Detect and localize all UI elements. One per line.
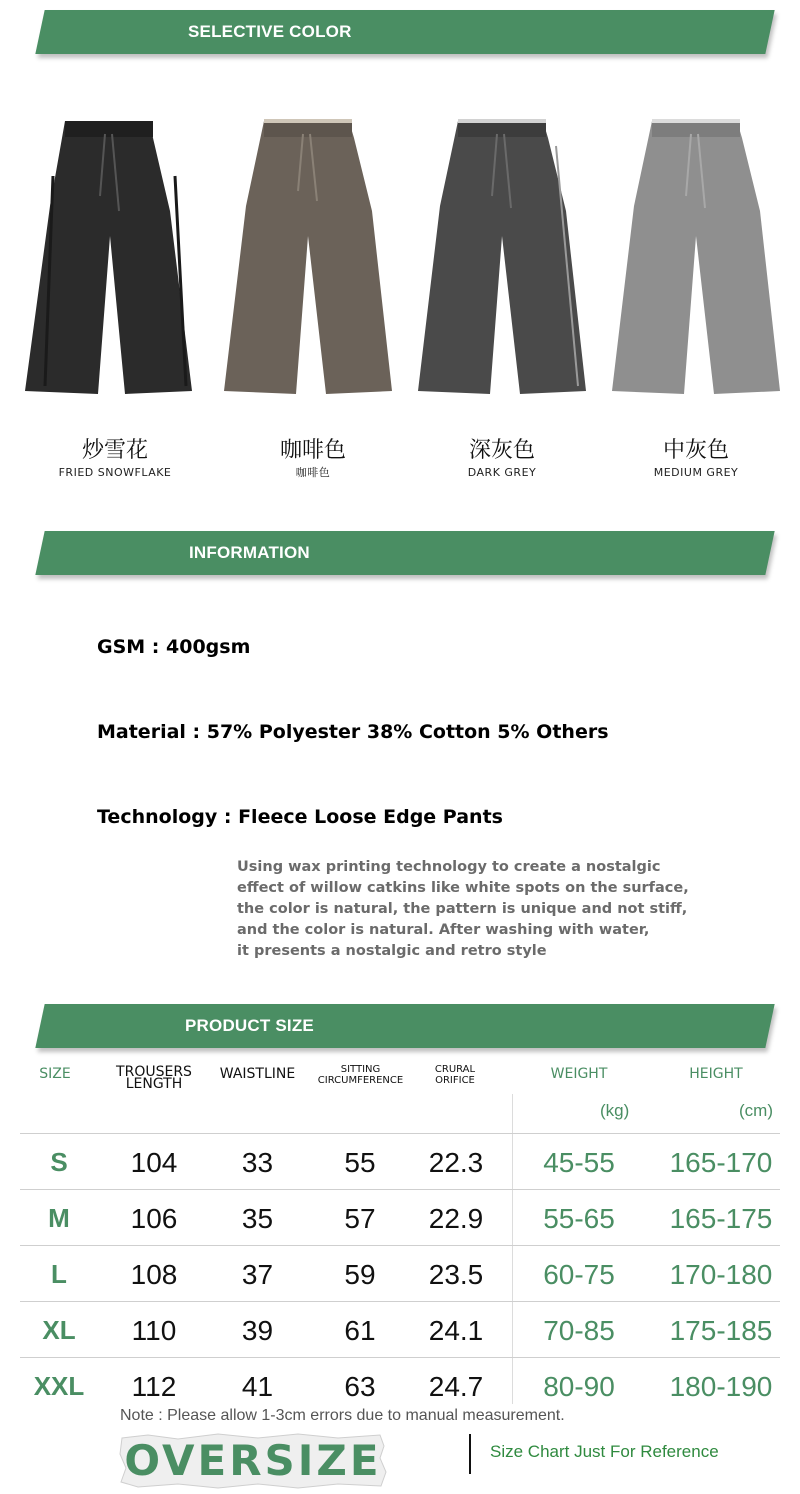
cell-waist: 33	[241, 1147, 274, 1178]
cell-crural: 24.1	[428, 1315, 484, 1346]
section-banner-information	[35, 531, 774, 575]
color-label-1	[20, 436, 210, 480]
row-divider	[20, 1357, 780, 1358]
section-banner-selective-color	[35, 10, 774, 54]
cell-height: 165-170	[669, 1147, 773, 1178]
row-divider	[20, 1133, 780, 1134]
header-waistline: WAISTLINE	[219, 1066, 296, 1082]
size-chart-reference: Size Chart Just For Reference	[490, 1442, 719, 1461]
cell-weight: 70-85	[543, 1315, 615, 1346]
section-title-information: INFORMATION	[189, 543, 310, 562]
header-sitting-line1: SITTING	[340, 1064, 381, 1075]
color-name-en: DARK GREY	[467, 466, 537, 479]
cell-waist: 37	[241, 1259, 274, 1290]
color-name-en: FRIED SNOWFLAKE	[58, 466, 172, 479]
color-name-en: MEDIUM GREY	[653, 466, 739, 479]
cell-sitting: 61	[344, 1315, 376, 1346]
cell-height: 180-190	[669, 1371, 773, 1402]
description-line: effect of willow catkins like white spots on the surface,	[237, 880, 689, 896]
cell-length: 106	[130, 1203, 178, 1234]
header-trousers-line2: LENGTH	[125, 1076, 183, 1092]
cell-sitting: 63	[344, 1371, 376, 1402]
info-technology: Technology : Fleece Loose Edge Pants	[97, 806, 503, 828]
cell-weight: 60-75	[543, 1259, 615, 1290]
header-height: HEIGHT	[689, 1066, 743, 1082]
cell-length: 104	[130, 1147, 178, 1178]
product-description	[237, 857, 757, 962]
oversize-label	[118, 1432, 388, 1490]
cell-size: XXL	[33, 1371, 85, 1401]
info-gsm: GSM : 400gsm	[97, 636, 251, 658]
color-name-en: 咖啡色	[295, 466, 331, 479]
cell-crural: 22.9	[428, 1203, 484, 1234]
header-trousers-length	[104, 1066, 204, 1090]
cell-waist: 35	[241, 1203, 274, 1234]
cell-waist: 41	[241, 1371, 274, 1402]
height-unit: (cm)	[739, 1101, 773, 1120]
pants-image-fried-snowflake	[20, 116, 205, 401]
description-line: the color is natural, the pattern is unique and not stiff,	[237, 901, 688, 917]
header-crural-orifice	[420, 1064, 490, 1086]
header-sitting-circumference	[308, 1064, 413, 1086]
measurement-note: Note : Please allow 1-3cm errors due to manual measurement.	[120, 1407, 565, 1424]
footer-divider	[469, 1434, 471, 1474]
section-title-product-size: PRODUCT SIZE	[185, 1016, 314, 1035]
color-label-3	[407, 436, 597, 480]
info-material: Material : 57% Polyester 38% Cotton 5% Others	[97, 721, 609, 743]
cell-sitting: 55	[344, 1147, 376, 1178]
description-line: it presents a nostalgic and retro style	[237, 943, 547, 959]
header-crural-line2: ORIFICE	[435, 1075, 475, 1086]
cell-weight: 45-55	[543, 1147, 615, 1178]
color-name-cn: 炒雪花	[81, 438, 148, 463]
cell-weight: 80-90	[543, 1371, 615, 1402]
pants-image-medium-grey	[602, 116, 787, 401]
color-name-cn: 深灰色	[468, 438, 535, 463]
section-banner-product-size	[35, 1004, 774, 1048]
row-divider	[20, 1301, 780, 1302]
cell-size: XL	[42, 1315, 76, 1345]
cell-crural: 23.5	[428, 1259, 484, 1290]
row-divider	[20, 1189, 780, 1190]
color-label-2	[218, 436, 408, 480]
header-trousers-line1: TROUSERS	[116, 1064, 192, 1080]
cell-sitting: 59	[344, 1259, 376, 1290]
cell-size: S	[50, 1147, 68, 1177]
cell-height: 170-180	[669, 1259, 773, 1290]
weight-unit: (kg)	[600, 1101, 630, 1120]
section-title-selective-color: SELECTIVE COLOR	[188, 22, 352, 41]
cell-height: 175-185	[669, 1315, 773, 1346]
cell-sitting: 57	[344, 1203, 376, 1234]
cell-crural: 24.7	[428, 1371, 484, 1402]
cell-waist: 39	[241, 1315, 274, 1346]
cell-length: 108	[130, 1259, 178, 1290]
cell-size: L	[51, 1259, 67, 1289]
header-size: SIZE	[39, 1066, 71, 1082]
oversize-text: OVERSIZE	[124, 1436, 382, 1485]
color-label-4	[601, 436, 791, 480]
header-crural-line1: CRURAL	[434, 1064, 476, 1075]
cell-length: 110	[131, 1315, 177, 1346]
cell-size: M	[48, 1203, 70, 1233]
row-divider	[20, 1245, 780, 1246]
description-line: and the color is natural. After washing with water,	[237, 922, 650, 938]
color-name-cn: 中灰色	[662, 438, 729, 463]
cell-length: 112	[131, 1371, 177, 1402]
header-weight: WEIGHT	[550, 1066, 608, 1082]
header-sitting-line2: CIRCUMFERENCE	[317, 1075, 404, 1086]
color-name-cn: 咖啡色	[279, 438, 346, 463]
pants-image-dark-grey	[408, 116, 593, 401]
pants-image-coffee	[214, 116, 399, 401]
cell-crural: 22.3	[428, 1147, 484, 1178]
cell-height: 165-175	[669, 1203, 773, 1234]
cell-weight: 55-65	[543, 1203, 615, 1234]
description-line: Using wax printing technology to create a nostalgic	[237, 859, 661, 875]
